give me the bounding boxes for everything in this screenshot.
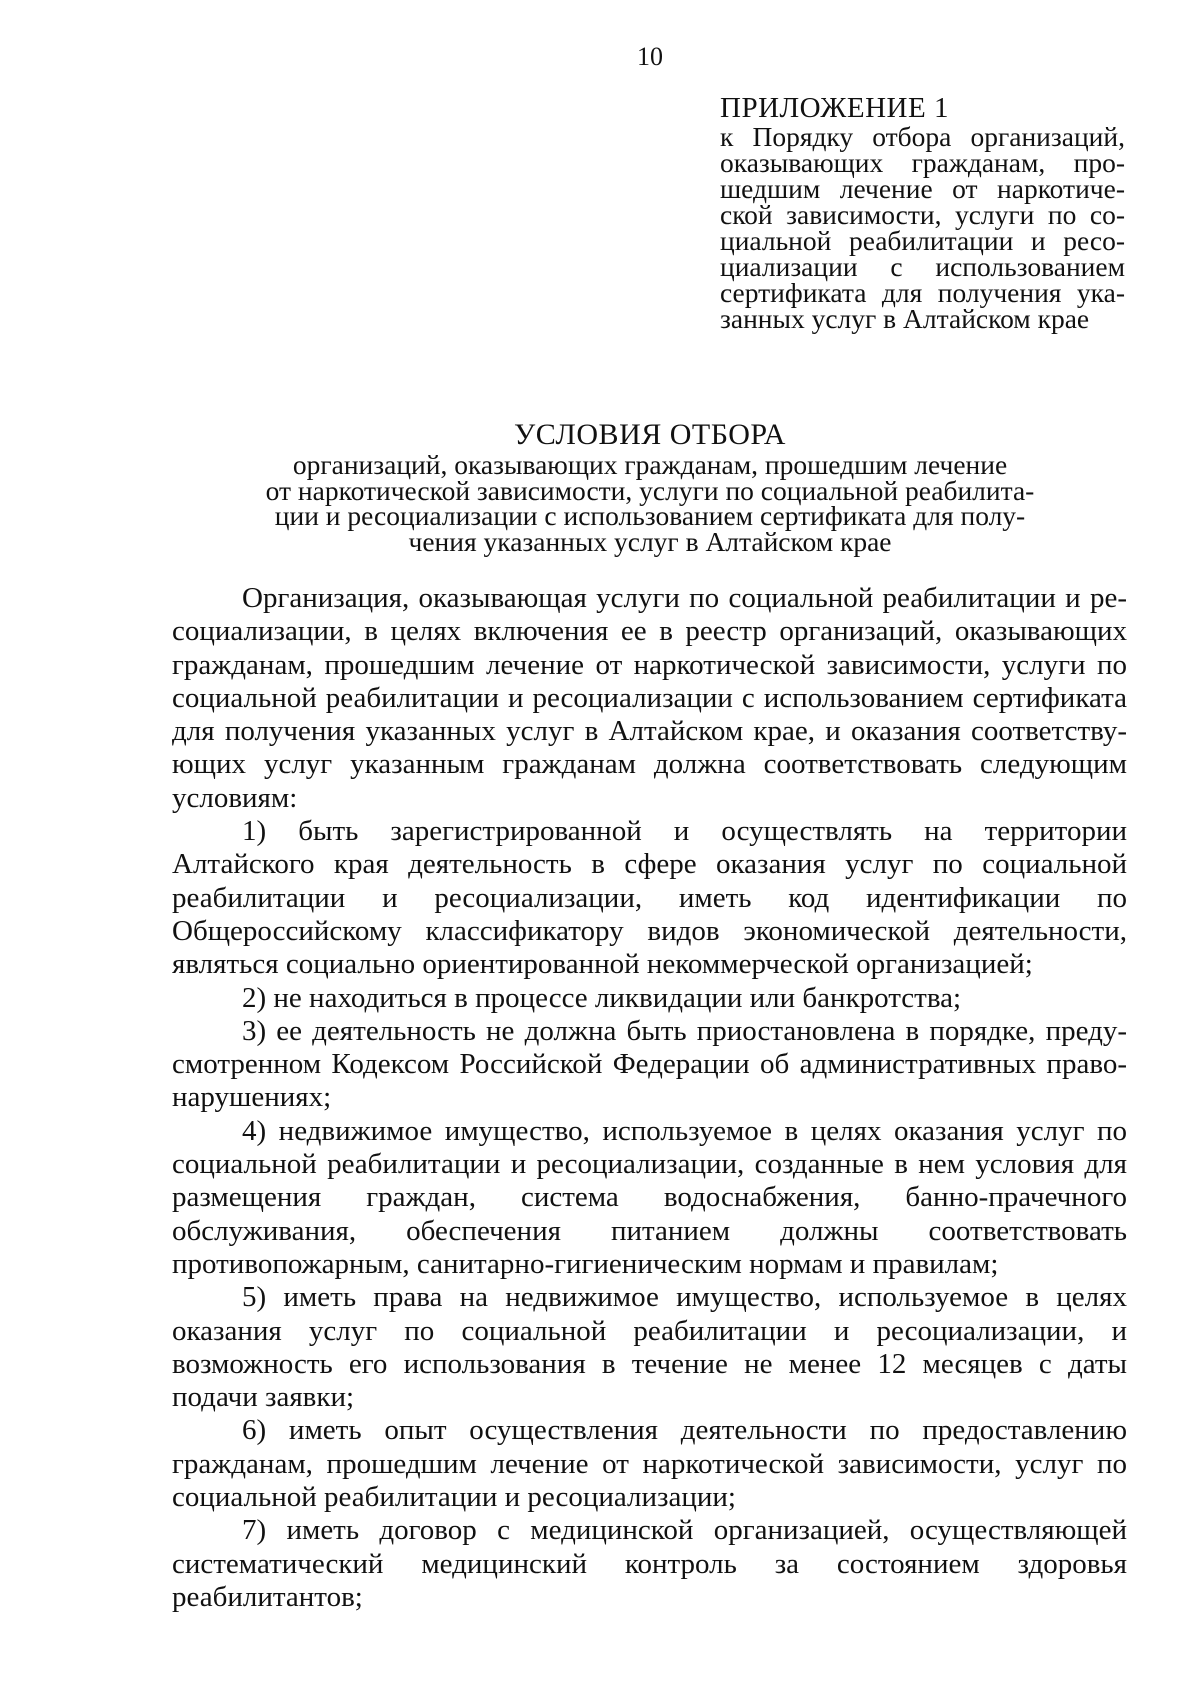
condition-item-1: 1) быть зарегистрированной и осуществлять на территории Алтайского края деятельность в сфере оказания услуг по социальной реабилитации и ресоциализации, иметь код идентификации по Общероссийскому классификатору видов экономической деятельности, являться социально ориентированной некоммерческой организацией;	[172, 815, 1127, 981]
appendix-text: к Порядку отбора организаций, оказывающих гражданам, прошедшим лечение от наркотической зависимости, услуги по социальной реабилитации и ресоциализации с использованием сертификата для получения указанных услуг в Алтайском крае	[720, 121, 1125, 334]
heading-subtitle-line: чения указанных услуг в Алтайском крае	[408, 525, 892, 557]
heading-subtitle-line: от наркотической зависимости, услуги по социальной реабилита-	[265, 474, 1035, 506]
heading-subtitle-line: ции и ресоциализации с использованием сертификата для полу-	[274, 500, 1026, 531]
condition-item-4: 4) недвижимое имущество, используемое в целях оказания услуг по социальной реабилитации и ресоциализации, созданные в нем условия для размещения граждан, система водоснабжения, банно-прачечного обслуживания, обеспечения питанием должны соответствовать противопожарным, санитарно-гигиеническим нормам и правилам;	[172, 1114, 1127, 1280]
appendix-block	[720, 92, 1125, 332]
appendix-title: ПРИЛОЖЕНИЕ 1	[720, 92, 949, 124]
condition-item-3: 3) ее деятельность не должна быть приостановлена в порядке, предусмотренном Кодексом Российской Федерации об административных правонарушениях;	[172, 1014, 1127, 1114]
condition-item-5: 5) иметь права на недвижимое имущество, используемое в целях оказания услуг по социальной реабилитации и ресоциализации, и возможность его использования в течение не менее 12 месяцев с даты подачи заявки;	[172, 1281, 1127, 1414]
condition-item-7: 7) иметь договор с медицинской организацией, осуществляющей систематический медицинский контроль за состоянием здоровья реабилитантов;	[172, 1514, 1127, 1613]
heading-subtitle-line: организаций, оказывающих гражданам, прошедшим лечение	[292, 449, 1008, 480]
document-body	[172, 582, 1127, 1614]
condition-item-2: 2) не находиться в процессе ликвидации или банкротства;	[242, 981, 962, 1014]
heading-title: УСЛОВИЯ ОТБОРА	[514, 418, 786, 451]
condition-item-6: 6) иметь опыт осуществления деятельности по предоставлению гражданам, прошедшим лечение от наркотической зависимости, услуг по социальной реабилитации и ресоциализации;	[172, 1414, 1127, 1514]
intro-paragraph: Организация, оказывающая услуги по социальной реабилитации и ресоциализации, в целях включения ее в реестр организаций, оказывающих гражданам, прошедшим лечение от наркотической зависимости, услуги по социальной реабилитации и ресоциализации с использованием сертификата для получения указанных услуг в Алтайском крае, и оказания соответствующих услуг указанным гражданам должна соответствовать следующим условиям:	[172, 582, 1127, 814]
document-heading	[230, 418, 1070, 557]
page-number: 10	[637, 42, 663, 71]
